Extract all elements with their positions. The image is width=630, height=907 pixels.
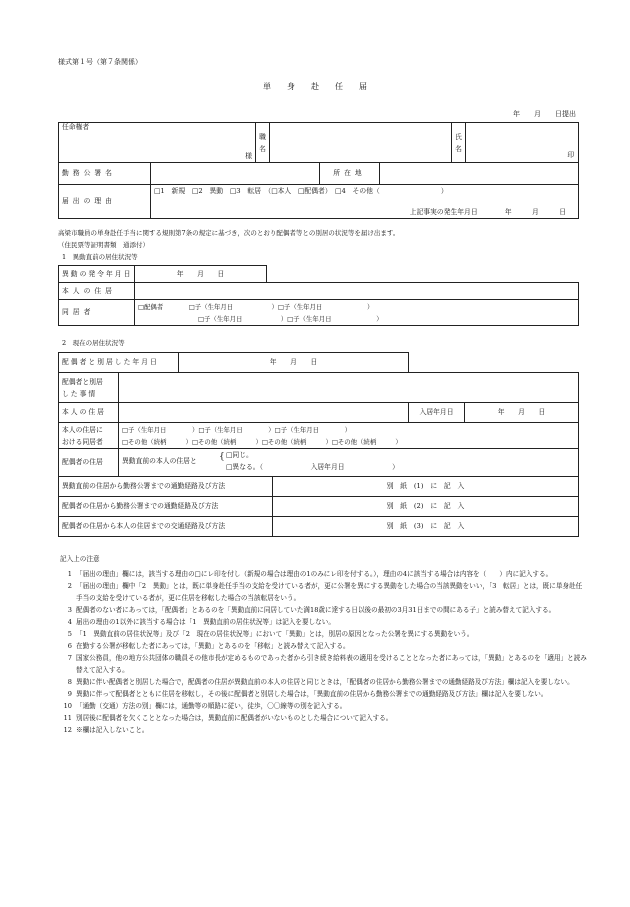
location-label: 所在地 — [320, 163, 380, 185]
reason-options[interactable]: □1 新規 □2 異動 □3 転居 （□本人 □配偶者） □4 その他（ ） — [154, 187, 448, 195]
route2-label: 配偶者の住居から勤務公署までの通勤経路及び方法 — [59, 497, 273, 517]
applicant-table — [58, 122, 579, 219]
note-item: 1 「届出の理由」欄には，該当する理由の□にレ印を付し（新規の場合は理由の1のみにレ印を付する。），理由の4に該当する場合は内容を（ ）内に記入する。 — [67, 570, 553, 578]
cohabitants-label-2: 本人の住居に おける同居者 — [59, 423, 119, 449]
transfer-date-value[interactable]: 年 月 日 — [135, 266, 267, 283]
cohabitants-cell[interactable] — [135, 300, 579, 326]
own-address-label-2: 本人の住居 — [59, 403, 119, 423]
cohabitants2-line-2[interactable]: □その他（続柄 ）□その他（続柄 ）□その他（続柄 ）□その他（続柄 ） — [122, 437, 402, 446]
route2-value: 別 紙 (2) に 記 入 — [273, 497, 579, 517]
appointer-label: 任命権者 — [62, 123, 90, 131]
location-value-cell[interactable] — [380, 163, 579, 185]
different-option[interactable]: □異なる。（ 入居年月日 ） — [226, 463, 399, 471]
spouse-address-label: 配偶者の住居 — [59, 449, 119, 477]
section2-heading: 2 現在の居住状況等 — [62, 339, 125, 347]
notes-list — [58, 568, 588, 736]
note-item: 3 配偶者のない者にあっては，「配偶者」とあるのを「異動直前に同居していた満18歳に達する日以後の最初の3月31日までの間にある子」と読み替えて記入する。 — [67, 606, 556, 614]
note-item: 11 別居後に配偶者を欠くこととなった場合は，異動直前に配偶者がいないものとした場合について記入する。 — [63, 714, 393, 722]
same-option[interactable]: □同じ。 — [226, 451, 253, 459]
note-item: 4 届出の理由の1以外に該当する場合は「1 異動直前の居住状況等」は記入を要しない。 — [67, 618, 335, 626]
seal-mark: 印 — [567, 150, 575, 159]
separation-date-value[interactable]: 年 月 日 — [179, 353, 409, 373]
transfer-date-label: 異動の発令年月日 — [59, 266, 135, 283]
own-address-label: 本人の住居 — [59, 283, 135, 300]
form-title: 単 身 赴 任 届 — [263, 82, 367, 91]
occurrence-date: 上記事実の発生年月日 年 月 日 — [409, 207, 567, 216]
section1-table — [58, 265, 579, 326]
note-item: 6 在勤する公署が移転した者にあっては，「異動」とあるのを「移転」と読み替えて記入する。 — [67, 642, 350, 650]
blank-cell — [267, 266, 579, 283]
section1-heading: 1 異動直前の居住状況等 — [62, 253, 138, 261]
spouse-address-cell[interactable] — [119, 449, 579, 477]
route1-value: 別 紙 (1) に 記 入 — [273, 477, 579, 497]
bracket-icon: { — [219, 452, 225, 462]
note-item: 7 国家公務員，他の地方公共団体の職員その他市長が定めるものであった者から引き続き給料表の適用を受けることとなった者にあっては，「異動」とあるのを「適用」と読み替えて記入する。 — [67, 654, 587, 674]
reason-label: 届出の理由 — [59, 185, 151, 219]
separation-date-label: 配偶者と別居した年月日 — [59, 353, 179, 373]
cohabitants-cell-2[interactable] — [119, 423, 579, 449]
workplace-label: 勤務公署名 — [59, 163, 151, 185]
note-item: 12 ※欄は記入しないこと。 — [63, 726, 149, 734]
attachment-note: （住民票等証明書類 通添付） — [58, 241, 149, 249]
form-number: 様式第１号（第７条関係） — [58, 58, 142, 66]
blank-cell — [409, 353, 579, 373]
section2-table — [58, 352, 579, 537]
workplace-value-cell[interactable] — [151, 163, 320, 185]
name-value-cell[interactable] — [466, 123, 579, 163]
reason-cell[interactable] — [151, 185, 579, 219]
appointer-cell[interactable] — [59, 123, 256, 163]
title-label: 職名 — [256, 123, 270, 163]
route3-value: 別 紙 (3) に 記 入 — [273, 517, 579, 537]
note-item: 5 「1 異動直前の居住状況等」及び「2 現在の居住状況等」において「異動」とは，別居の原因となった公署を異にする異動をいう。 — [67, 630, 474, 638]
notes-section — [58, 553, 588, 736]
own-address-value[interactable] — [135, 283, 579, 300]
cohabitants2-line-1[interactable]: □子（生年月日 ）□子（生年月日 ）□子（生年月日 ） — [122, 425, 352, 434]
cohabitant-line-1[interactable]: □配偶者 □子（生年月日 ）□子（生年月日 ） — [138, 302, 374, 311]
sama-label: 様 — [245, 151, 252, 160]
cohabitants-label: 同居者 — [59, 300, 135, 326]
route3-label: 配偶者の住居から本人の住居までの交通経路及び方法 — [59, 517, 273, 537]
note-item: 2 「届出の理由」欄中「2 異動」とは，既に単身赴任手当の支給を受けている者が，更に公署を異にする異動をした場合の当該異動をいい，「3 転居」とは，既に単身赴任手当の支給を受けている者が，更に住居を移転した場合の当該転居をいう。 — [67, 582, 583, 602]
note-item: 9 異動に伴って配偶者とともに住居を移転し，その後に配偶者と別居した場合は，「異動直前の住居から勤務公署までの通勤経路及び方法」欄は記入を要しない。 — [67, 690, 548, 698]
submission-date: 年 月 日提出 — [513, 110, 576, 118]
separation-reason-value[interactable] — [119, 373, 579, 403]
notes-heading: 記入上の注意 — [60, 555, 100, 563]
spouse-address-desc: 異動直前の本人の住居と — [122, 457, 197, 465]
title-value-cell[interactable] — [270, 123, 452, 163]
cohabitant-line-2[interactable]: □子（生年月日 ）□子（生年月日 ） — [198, 314, 383, 323]
move-in-label: 入居年月日 — [409, 403, 465, 423]
intro-text: 高梁市職員の単身赴任手当に関する規則第7条の規定に基づき，次のとおり配偶者等との別居の状況等を届け出ます。 — [58, 229, 400, 237]
note-item: 8 異動に伴い配偶者と別居した場合で，配偶者の住居が異動直前の本人の住居と同じときは，「配偶者の住居から勤務公署までの通勤経路及び方法」欄は記入を要しない。 — [67, 678, 574, 686]
name-label: 氏名 — [452, 123, 466, 163]
route1-label: 異動直前の住居から勤務公署までの通勤経路及び方法 — [59, 477, 273, 497]
move-in-value[interactable]: 年 月 日 — [465, 403, 579, 423]
note-item: 10 「通勤（交通）方法の別」欄には，通勤等の順路に従い，徒歩，〇〇線等の別を記入する。 — [63, 702, 347, 710]
own-address-value-2[interactable] — [119, 403, 409, 423]
separation-reason-label: 配偶者と別居 した事情 — [59, 373, 119, 403]
